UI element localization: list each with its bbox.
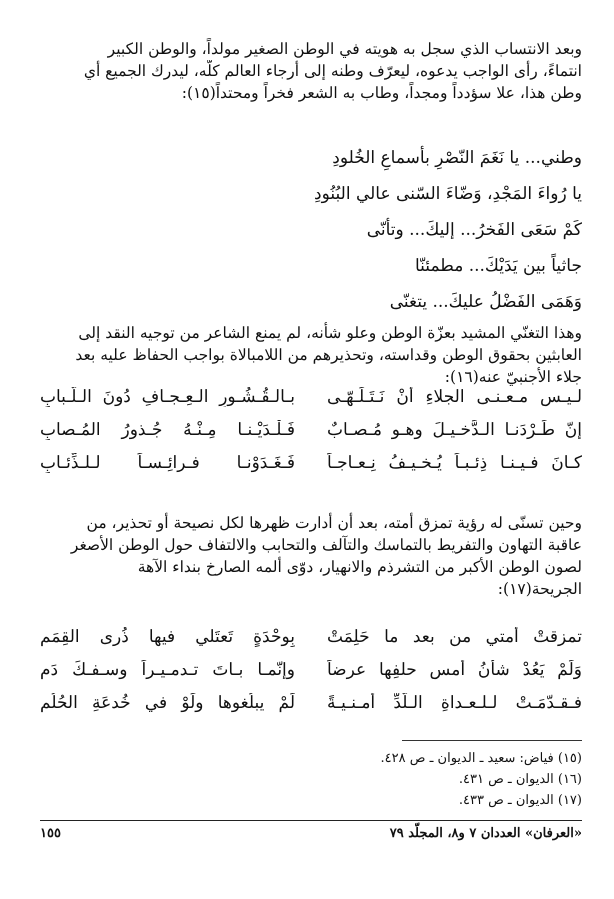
verse-line: كَمْ سَعَى الفَخرُ... إليكَ... وتأنّى (366, 220, 582, 240)
hemistich-second: وإنّمـا بـاتَ تـدمـيـراً وسـفـكَ دَمِ (40, 659, 295, 680)
text-line: وهذا التغنّي المشيد بعزّة الوطن وعلو شأنه، لم يمنع الشاعر من توجيه النقد إلى (78, 324, 582, 342)
poem-couplets-1 (40, 380, 582, 479)
verse-line: يا رُواءَ المَجْدِ، وَضّاءَ السّنى عالي البُنُودِ (314, 184, 582, 204)
journal-issue: «العرفان» العددان ٧ و٨، المجلّد ٧٩ (389, 826, 582, 841)
footnotes (40, 748, 582, 811)
footnote: (١٦) الديوان ـ ص ٤٣١. (458, 772, 582, 787)
paragraph-lament (40, 512, 582, 600)
hemistich-second: فَـغَـدَوْنـا فـرائِـسـاً لـلـذِّئـابِ (40, 452, 295, 473)
hemistich-first: لـيـس مـعـنـى الجلاءِ أَنْ نَـتَـلَـهّـى (327, 386, 582, 407)
footer-separator (40, 820, 582, 821)
couplet-row (40, 380, 582, 413)
text-line: الجريحة(١٧): (497, 580, 582, 598)
text-line: جلاء الأجنبيّ عنه(١٦): (444, 368, 582, 386)
text-line: وطن هذا، علا سؤدداً ومجداً، وطاب به الشعر فخراً ومحتداً(١٥): (181, 84, 582, 102)
hemistich-second: فَـلْـدَيْـنـا مِـنْـهُ جُـذورُ المُـصابِ (40, 419, 295, 440)
hemistich-second: بـالـقُـشُـورِ الـعِـجـافِ دُونَ الـلُّـبابِ (40, 386, 295, 407)
hemistich-first: وَلَمْ يَعُدْ شأنُ أمسِ حلفِها عرضاً (327, 659, 582, 680)
text-line: انتماءً، رأى الواجب يدعوه، ليعرّف وطنه إلى أرجاء العالم كلّه، ليدرك الجميع أي (83, 62, 582, 80)
footnote: (١٥) فياض: سعيد ـ الديوان ـ ص ٤٢٨. (380, 751, 582, 766)
page-footer (40, 826, 582, 848)
poem-free-verse (40, 140, 582, 320)
text-line: لصون الوطن الأكبر من التشرذم والانهيار، دوّى ألمه الصارخ بنداء الآهة (137, 558, 582, 576)
page-number: ١٥٥ (40, 826, 61, 841)
verse-line: وطني... يا نَغَمَ النّصْرِ بأسماعِ الخُلودِ (332, 148, 582, 168)
hemistich-second: بِوحْدَةٍ تَعتَلي فيها ذُرى القِمَمِ (40, 626, 295, 647)
couplet-row (40, 686, 582, 719)
document-page (40, 0, 582, 899)
hemistich-first: فـقـدّمَـتْ لـلـعـداةِ الـلُّدِّ أمـنـيـةً (327, 692, 582, 713)
footnote-separator (402, 740, 582, 741)
hemistich-first: كـانَ فـيـنـا ذِئـبـاً يُـخـيـفُ نِـعـاجـاً (327, 452, 582, 473)
text-line: العابثين بحقوق الوطن وقداسته، وتحذيرهم من اللامبالاة بواجب الحفاظ عليه بعد (75, 346, 582, 364)
verse-line: جاثياً بين يَدَيْكَ... مطمئنّا (415, 256, 582, 276)
text-line: وحين تسنّى له رؤية تمزق أمته، بعد أن أدارت ظهرها لكل نصيحة أو تحذير، من (86, 514, 582, 532)
text-line: وبعد الانتساب الذي سجل به هويته في الوطن الصغير مولداً، والوطن الكبير (107, 40, 582, 58)
hemistich-first: إنّ طَـرْدَنـا الـدَّخـيـلَ وهـو مُـصـابٌ (327, 419, 582, 440)
couplet-row (40, 653, 582, 686)
paragraph-intro (40, 38, 582, 104)
hemistich-first: تمزقتْ أُمتي من بعد ما حَلِمَتْ (327, 626, 582, 647)
couplet-row (40, 620, 582, 653)
footnote: (١٧) الديوان ـ ص ٤٣٣. (458, 793, 582, 808)
paragraph-critique (40, 322, 582, 388)
poem-couplets-2 (40, 620, 582, 719)
hemistich-second: لَمْ يبلُغوها ولَوْ في خُدعَةِ الحُلُمِ (40, 692, 295, 713)
text-line: عاقبة التهاون والتفريط بالتماسك والتآلف والتحابب والالتفاف حول الوطن الأصغر (70, 536, 582, 554)
couplet-row (40, 446, 582, 479)
verse-line: وَهَمَى الفَضْلُ عليكَ... يتغنّى (389, 292, 582, 312)
couplet-row (40, 413, 582, 446)
